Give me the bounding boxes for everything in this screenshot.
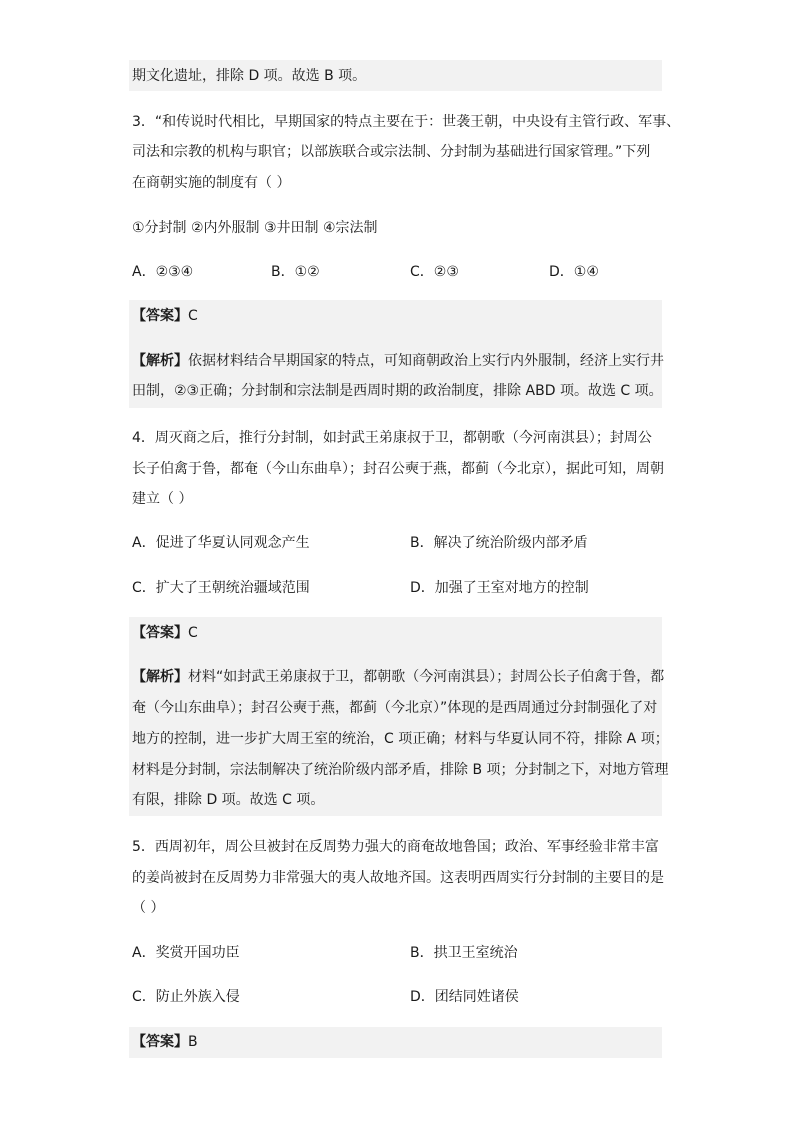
- q5-answer-value: B: [188, 1034, 198, 1050]
- q4-analysis-line-4: 材料是分封制，宗法制解决了统治阶级内部矛盾，排除 B 项；分封制之下，对地方管理: [132, 762, 669, 778]
- q3-stem-line-1: 3．“和传说时代相比，早期国家的特点主要在于：世袭王朝，中央设有主管行政、军事、: [132, 114, 681, 130]
- q5-option-a: A．奖赏开国功臣: [132, 945, 240, 961]
- q4-answer-label: 【答案】: [132, 625, 188, 641]
- q4-stem-line-2: 长子伯禽于鲁，都奄（今山东曲阜）；封召公奭于燕，都蓟（今北京），据此可知，周朝: [132, 461, 664, 477]
- q3-stem-line-2: 司法和宗教的机构与职官；以部族联合或宗法制、分封制为基础进行国家管理。”下列: [132, 144, 651, 160]
- q3-option-d: D．①④: [549, 264, 599, 280]
- q5-answer-block: [129, 1027, 662, 1058]
- q4-answer: [132, 623, 198, 643]
- q5-option-b: B．拱卫王室统治: [410, 945, 518, 961]
- q3-answer-label: 【答案】: [132, 308, 188, 324]
- q4-stem-line-3: 建立（ ）: [132, 491, 193, 507]
- q4-analysis-text-1: 材料“如封武王弟康叔于卫，都朝歌（今河南淇县）；封周公长子伯禽于鲁，都: [188, 669, 665, 685]
- q5-answer: [132, 1032, 198, 1052]
- q3-option-a: A．②③④: [132, 264, 194, 280]
- q3-analysis-line-1: [132, 351, 664, 371]
- q4-analysis-line-2: 奄（今山东曲阜）；封召公奭于燕，都蓟（今北京）”体现的是西周通过分封制强化了对: [132, 700, 658, 716]
- q3-option-c: C．②③: [410, 264, 459, 280]
- q4-analysis-line-5: 有限，排除 D 项。故选 C 项。: [132, 792, 325, 808]
- q4-analysis-line-3: 地方的控制，进一步扩大周王室的统治，C 项正确；材料与华夏认同不符，排除 A 项；: [132, 731, 669, 747]
- q5-stem-line-3: （ ）: [132, 900, 165, 916]
- q3-answer-value: C: [188, 308, 198, 324]
- q4-option-a: A．促进了华夏认同观念产生: [132, 535, 310, 551]
- q4-option-b: B．解决了统治阶级内部矛盾: [410, 535, 588, 551]
- q5-answer-label: 【答案】: [132, 1034, 188, 1050]
- q4-option-d: D．加强了王室对地方的控制: [410, 580, 589, 596]
- q3-items: ①分封制 ②内外服制 ③井田制 ④宗法制: [132, 220, 378, 236]
- q4-option-c: C．扩大了王朝统治疆域范围: [132, 580, 310, 596]
- q5-stem-line-1: 5．西周初年，周公旦被封在反周势力强大的商奄故地鲁国；政治、军事经验非常丰富: [132, 839, 659, 855]
- q3-analysis-label: 【解析】: [132, 353, 188, 369]
- q5-option-d: D．团结同姓诸侯: [410, 989, 519, 1005]
- q3-analysis-line-2: 田制，②③正确；分封制和宗法制是西周时期的政治制度，排除 ABD 项。故选 C 项。: [132, 383, 663, 399]
- q3-stem-line-3: 在商朝实施的制度有（ ）: [132, 175, 291, 191]
- q5-stem-line-2: 的姜尚被封在反周势力非常强大的夷人故地齐国。这表明西周实行分封制的主要目的是: [132, 870, 664, 886]
- previous-analysis-text: 期文化遗址，排除 D 项。故选 B 项。: [132, 68, 367, 84]
- q4-analysis-line-1: [132, 667, 664, 687]
- q4-stem-line-1: 4．周灭商之后，推行分封制，如封武王弟康叔于卫，都朝歌（今河南淇县）；封周公: [132, 430, 652, 446]
- q3-answer: [132, 306, 198, 326]
- q3-option-b: B．①②: [271, 264, 320, 280]
- q5-option-c: C．防止外族入侵: [132, 989, 240, 1005]
- q4-analysis-label: 【解析】: [132, 669, 188, 685]
- q3-analysis-text-1: 依据材料结合早期国家的特点，可知商朝政治上实行内外服制，经济上实行井: [188, 353, 664, 369]
- q4-answer-value: C: [188, 625, 198, 641]
